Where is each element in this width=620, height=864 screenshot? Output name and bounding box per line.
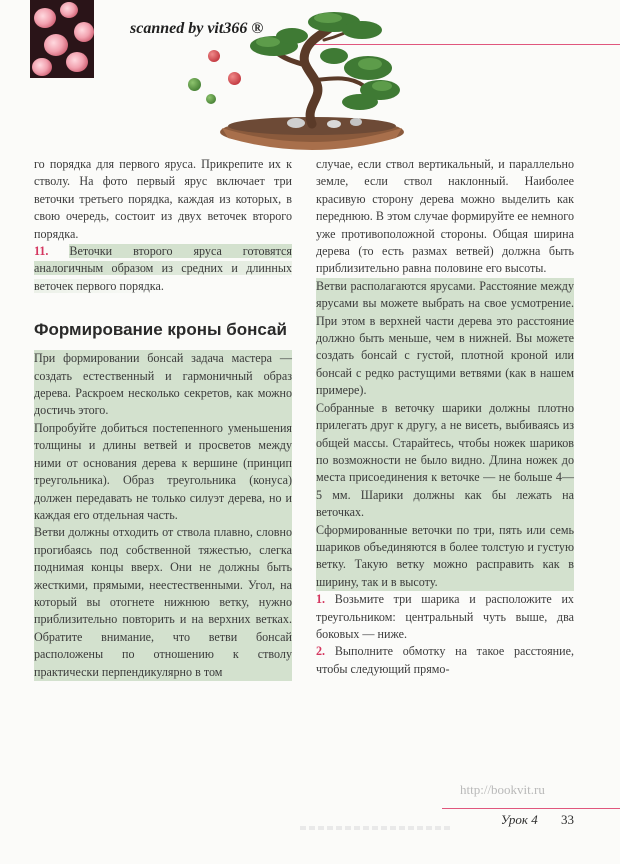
step-11-number: 11.: [34, 244, 49, 259]
body-paragraph: При формировании бонсай задача мастера — создать естественный и гармоничный образ дерева. Раскроем несколько секретов, как можно достичь этого.: [34, 350, 292, 420]
step-11-text: Веточки второго яруса готовятся аналогичным образом из средних и длинных веточек первого порядка.: [34, 244, 292, 293]
body-paragraph: Собранные в веточку шарики должны плотно прилегать друг к другу, а не висеть, выбиваясь из общей массы. Старайтесь, чтобы ножек шариков по возможности не было видно. Длина ножек до места присоединения к веточке — не больше 4—5 мм. Шарики должны как бы лежать на веточках.: [316, 400, 574, 522]
body-paragraph: случае, если ствол вертикальный, и параллельно земле, если ствол наклонный. Наиболее красивую сторону дерева можно выделить как переднюю. В этом случае формируйте ее немного уже противоположной стороны. Общая ширина дерева (то есть размах ветвей) должна быть приблизительно равна половине его высоты.: [316, 157, 574, 276]
step-2-text: Выполните обмотку на такое расстояние, чтобы следующий прямо-: [316, 644, 575, 676]
step-2-number: 2.: [316, 644, 326, 659]
body-paragraph: Сформированные веточки по три, пять или семь шариков объединяются в более толстую и густую ветку. Такую ветку можно расправить как в ширину, так и в высоту.: [316, 522, 574, 592]
lesson-label: Урок 4: [500, 812, 538, 827]
step-1: [316, 591, 574, 643]
red-bead-decoration: [208, 50, 220, 62]
left-text-column: [34, 156, 292, 681]
step-1-number: 1.: [316, 592, 326, 607]
step-2: [316, 643, 574, 678]
footer-faint-line: [300, 826, 450, 830]
step-1-text: Возьмите три шарика и расположите их треугольником: центральный чуть выше, два боковых — ниже.: [316, 592, 574, 641]
page-footer: [501, 812, 574, 828]
step-11: [34, 243, 292, 295]
body-paragraph: Ветви должны отходить от ствола плавно, словно прогибаясь под собственной тяжестью, слегка поднимая концы вверх. Они не должны быть жесткими, прямыми, неестественными. Угол, на который вы отогнете нижнюю ветку, нужно приблизительно повторить и на верхних ветках. Обратите внимание, что ветви бонсай расположены по отношению к стволу практически перпендикулярно в том: [34, 524, 292, 681]
body-paragraph: Ветви располагаются ярусами. Расстояние между ярусами вы можете выбрать на свое усмотрение. При этом в верхней части дерева это расстояние должно быть меньше, чем в нижней. Вы можете создать бонсай с густой, плотной кроной или бонсай с редко растущими ветвями (как в нашем примере).: [316, 278, 574, 400]
green-bead-decoration: [188, 78, 201, 91]
scanned-by-label: scanned by vit366 ®: [130, 20, 264, 37]
green-bead-decoration: [206, 94, 216, 104]
intro-paragraph: го порядка для первого яруса. Прикрепите их к стволу. На фото первый ярус включает три веточки третьего порядка, каждая из которых, в свою очередь, состоит из двух веточек второго порядка.: [34, 157, 292, 241]
corner-flower-photo: [30, 0, 94, 78]
red-bead-decoration: [228, 72, 241, 85]
body-paragraph: Попробуйте добиться постепенного уменьшения толщины и длины ветвей и просветов между ними от основания дерева к вершине (принцип треугольника). Образ треугольника (конуса) должен передавать не только силуэт дерева, но и каждая его отдельная часть.: [34, 420, 292, 524]
right-text-column: [316, 156, 574, 678]
section-title: Формирование кроны бонсай: [34, 320, 287, 340]
watermark-url: http://bookvit.ru: [460, 782, 545, 797]
bottom-accent-rule: [442, 808, 620, 809]
page-number: 33: [561, 812, 574, 827]
bonsai-illustration: [184, 6, 414, 156]
